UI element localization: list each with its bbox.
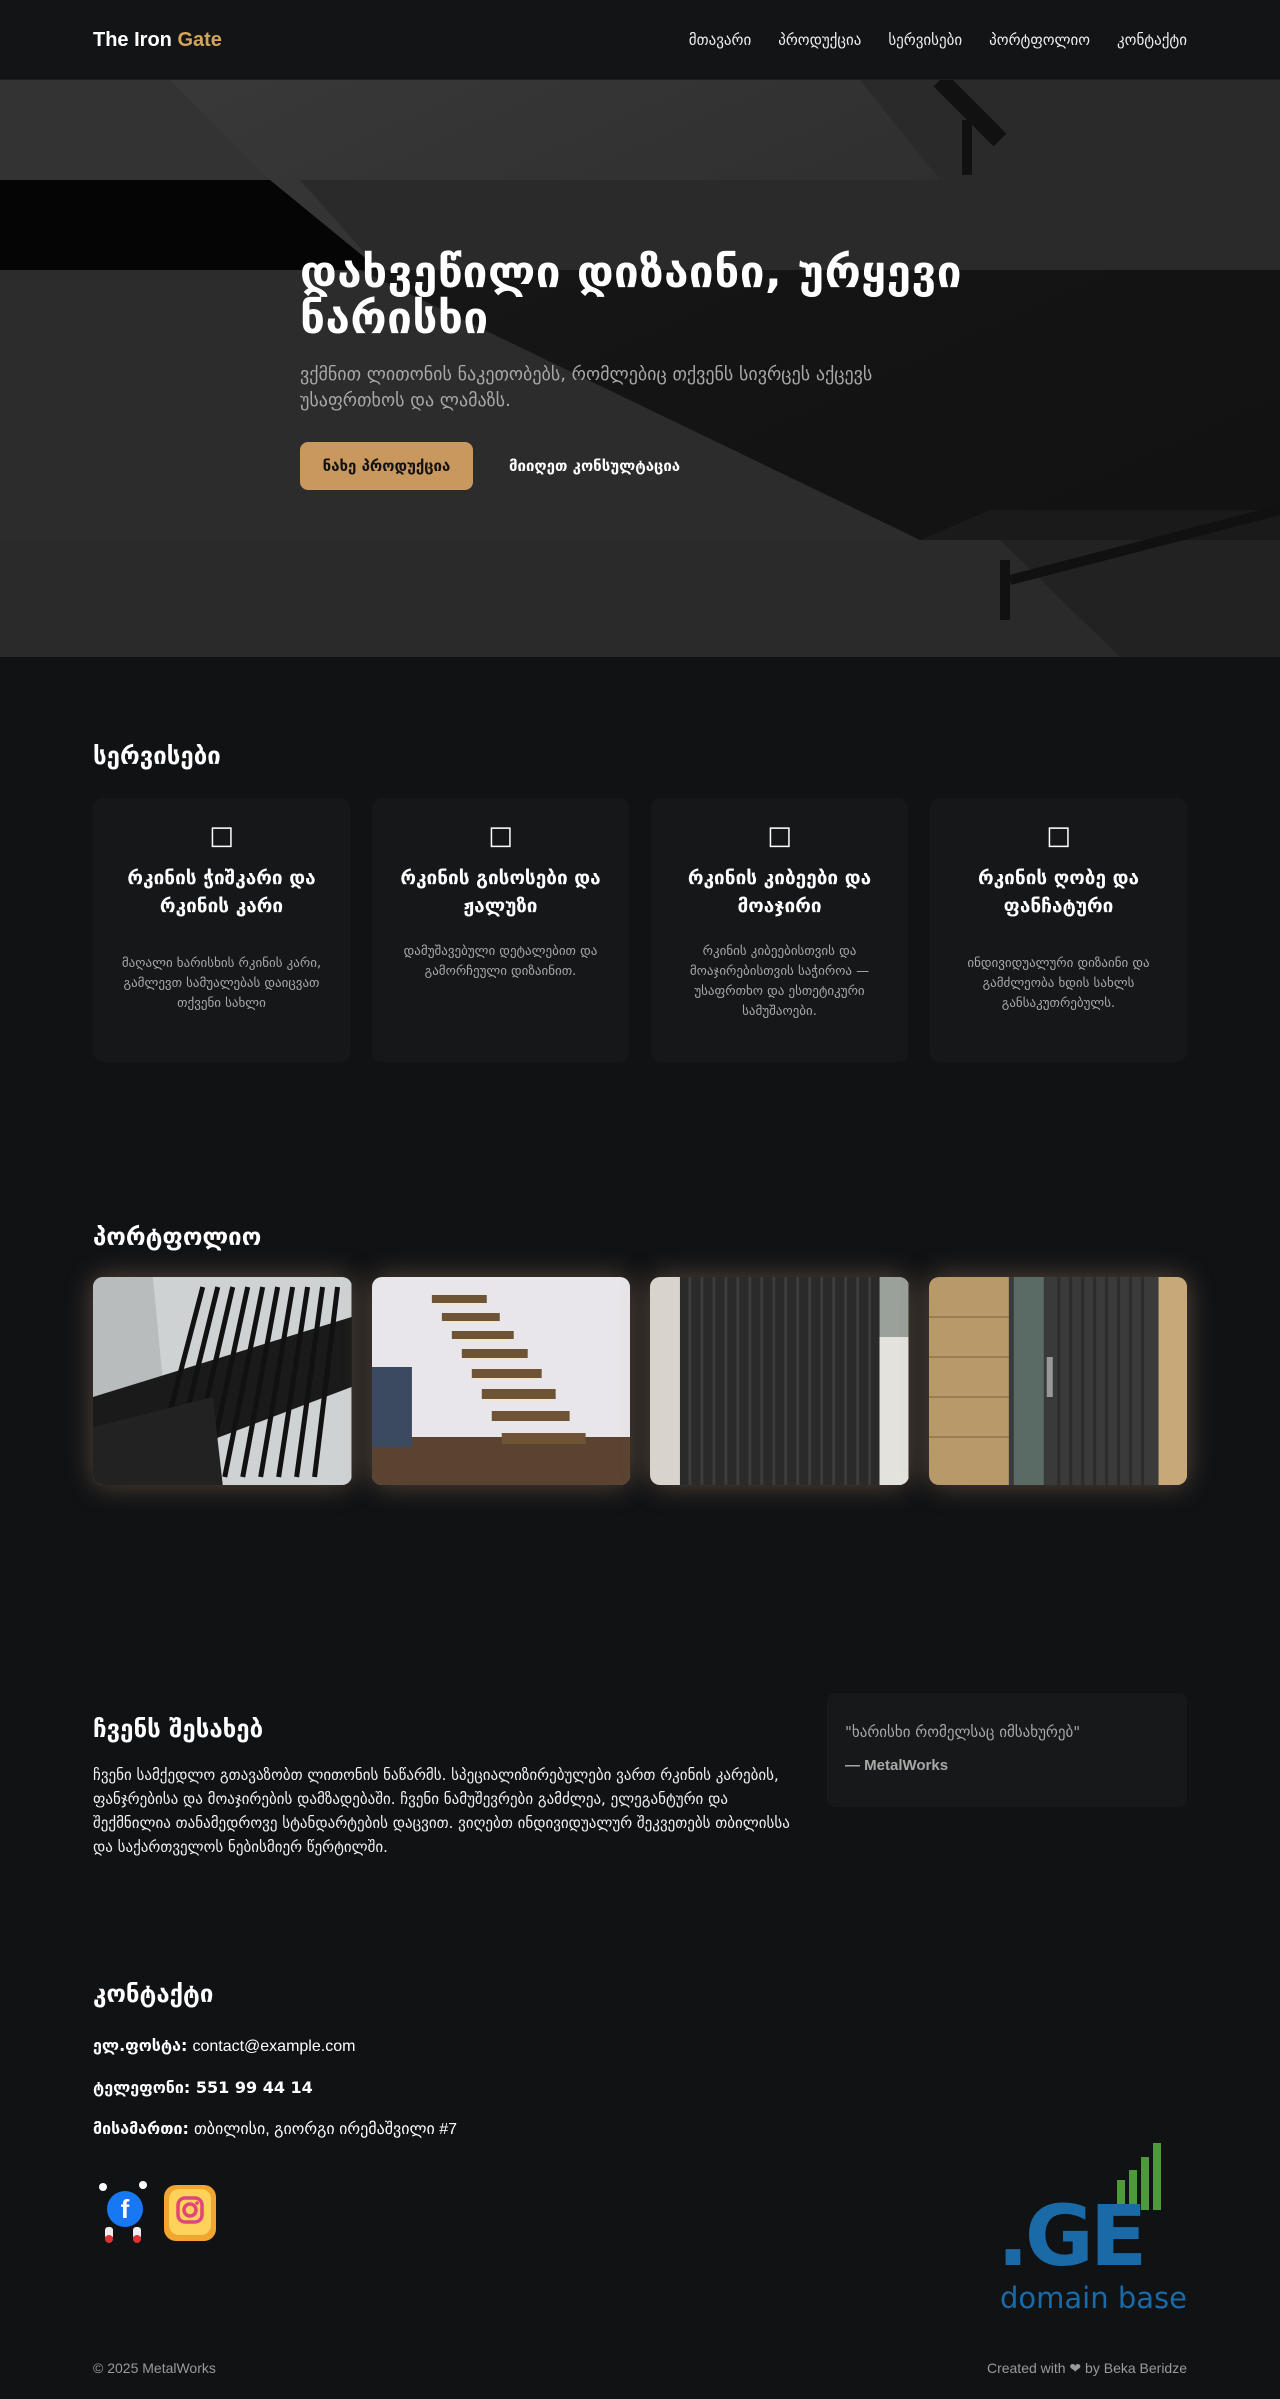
phone-label[interactable]: ტელეფონი: 551 99 44 14 [93,2078,313,2097]
brand-logo[interactable] [93,29,222,52]
view-products-button[interactable]: ნახე პროდუქცია [300,442,473,490]
site-header [0,0,1280,80]
quote-card [827,1693,1187,1807]
floating-stairs-photo[interactable] [372,1277,631,1485]
brand-name: The Iron [93,28,178,51]
sliding-gate-photo[interactable] [650,1277,909,1485]
service-description: მაღალი ხარისხის რკინის კარი, გამლევთ სამუალებას დაიცვათ თქვენი სახლი [121,956,322,1011]
credit-text: Created with ❤ by Beka Beridze [986,2360,1187,2376]
door-icon: □ [209,821,234,851]
railing-icon: □ [488,821,513,851]
service-description: ინდივიდუალური დიზაინი და გამძლეობა ხდის სახლს განსაკუთრებულს. [967,956,1150,1011]
service-title: რკინის ჭიშკარი და რკინის კარი [127,867,316,917]
service-card-doors[interactable] [93,798,350,1062]
service-description: რკინის კიბეებისთვის და მოაჯირებისთვის საჭიროა — უსაფრთხო და ესთეტიკური სამუშაოები. [689,944,870,1019]
domain-logo-tagline: domain base [1000,2281,1187,2315]
portfolio-title: პორტფოლიო [93,1223,262,1251]
nav-link-products[interactable]: პროდუქცია [778,31,862,49]
nav-link-portfolio[interactable]: პორტფოლიო [989,31,1091,49]
hero-subtitle: ვქმნით ლითონის ნაკეთობებს, რომლებიც თქვენს სივრცეს აქცევს უსაფრთხოს და ლამაზს. [300,364,873,411]
contact-title: კონტაქტი [93,1980,214,2008]
service-card-fences[interactable] [930,798,1187,1062]
about-title: ჩვენს შესახებ [93,1715,264,1743]
copyright-text: © 2025 MetalWorks [93,2360,216,2376]
instagram-icon[interactable] [161,2177,219,2243]
nav-link-contact[interactable]: კონტაქტი [1117,31,1187,49]
contact-phone [93,2078,1187,2097]
hero-title: დახვეწილი დიზაინი, ურყევი ნარისხი [300,247,963,344]
service-title: რკინის გისოსები და ჟალუზი [400,867,601,917]
site-footer [0,2338,1280,2391]
address-value: თბილისი, გიორგი ირემაშვილი #7 [193,2121,458,2138]
stairs-icon: □ [767,821,792,851]
hero-section [0,80,1280,657]
quote-author: — MetalWorks [845,1757,949,1774]
services-cards [93,798,1187,1062]
about-content [93,1693,793,1859]
address-label: მისამართი: [93,2119,189,2138]
quote-text: "ხარისხი რომელსაც იმსახურებ" [845,1723,1081,1741]
services-title: სერვისები [93,742,221,770]
fence-icon: □ [1046,821,1071,851]
email-label: ელ.ფოსტა: [93,2036,188,2055]
nav-link-home[interactable]: მთავარი [688,31,752,49]
main-nav [689,31,1187,49]
service-card-grilles[interactable] [372,798,629,1062]
brand-accent: Gate [177,28,222,51]
staircase-railing-photo[interactable] [93,1277,352,1485]
service-title: რკინის ღობე და ფანჩატური [977,867,1139,917]
domain-base-logo[interactable] [997,2135,1197,2325]
about-section [0,1608,1280,1930]
hero-content [300,247,1000,490]
hero-buttons [300,442,1000,490]
facebook-icon[interactable] [93,2177,151,2243]
portfolio-section [0,1138,1280,1608]
domain-logo-mark: .GE [997,2187,1144,2285]
service-card-stairs[interactable] [651,798,908,1062]
contact-section [0,1930,1280,2338]
contact-email [93,2036,1187,2056]
svg-text:f: f [120,2194,130,2224]
email-link[interactable]: contact@example.com [192,2038,356,2055]
services-section [0,657,1280,1138]
about-text: ჩვენი სამქედლო გთავაზობთ ლითონის ნაწარმს. სპეციალიზირებულები ვართ რკინის კარების, ფანჯრებისა და მოაჯირების დამზადებაში. ჩვენი ნამუშევრები გამძლეა, ელეგანტური და შექმნილია თანამედროვე სტანდარტების დაცვით. ვიღებთ ინდივიდუალურ შეკვეთებს თბილისსა და საქართველოს ნებისმიერ წერტილში. [93,1766,790,1856]
portfolio-gallery [93,1277,1187,1485]
nav-link-services[interactable]: სერვისები [888,31,963,49]
service-title: რკინის კიბეები და მოაჯირი [687,867,872,917]
service-description: დამუშავებული დეტალებით და გამორჩეული დიზაინით. [403,944,598,979]
get-consultation-button[interactable]: მიიღეთ კონსულტაცია [509,457,681,475]
entrance-door-photo[interactable] [929,1277,1188,1485]
